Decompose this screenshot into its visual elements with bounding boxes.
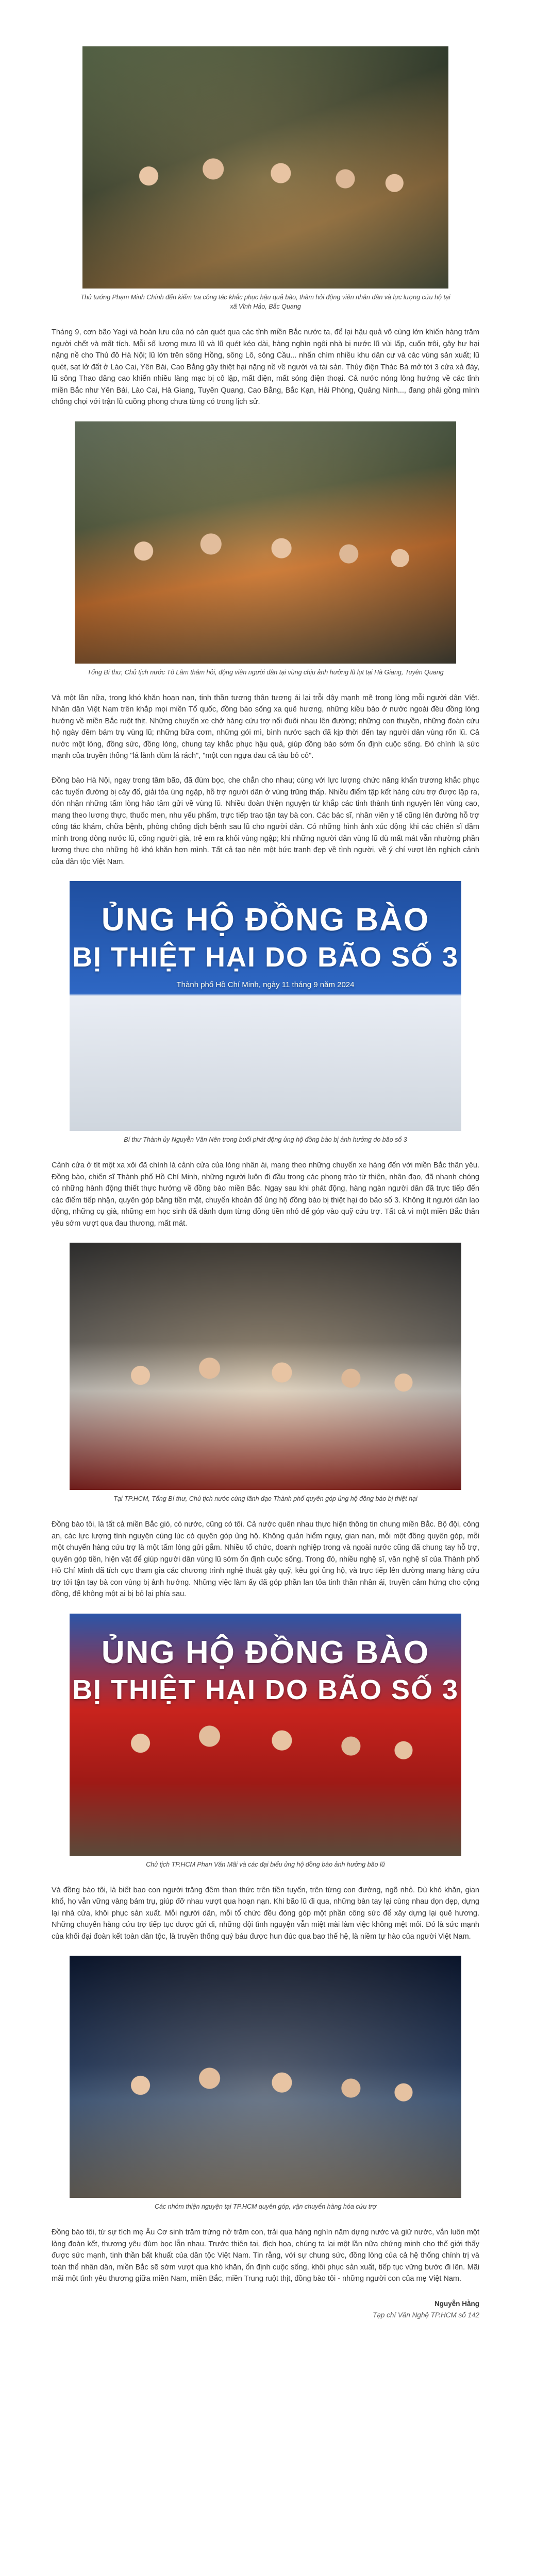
photo-people [101,2057,430,2198]
article-photo-6 [70,1956,461,2198]
article-paragraph-6: Và đồng bào tôi, là biết bao con người trăng đêm than thức trên tiền tuyến, trên từng con đường, ngõ nhỏ. Dù khó khăn, gian khổ, họ vẫn vững vàng bám trụ, giúp đỡ nhau vượt qua hoạn nạn. Khi bão lũ đi qua, những bàn tay lại cùng nhau dọn dẹp, dựng lại nhà cửa, khôi phục sản xuất. Mỗi người dân, mỗi tổ chức đều đóng góp một phần công sức để xây dựng lại quê hương. Những chuyến hàng cứu trợ tiếp tục được gửi đi, những đội tình nguyện vẫn miệt mài làm việc không mệt mỏi. Đó là sức mạnh của khối đại đoàn kết toàn dân tộc, là truyền thống quý báu được hun đúc qua bao thế hệ, là niềm tự hào của người Việt Nam. [52,1886,479,1941]
photo-caption-6: Các nhóm thiện nguyện tại TP.HCM quyên góp, vận chuyển hàng hóa cứu trợ [154,2203,377,2211]
banner-line-2: BỊ THIỆT HẠI DO BÃO SỐ 3 [72,1674,459,1705]
photo-caption-4: Tại TP.HCM, Tổng Bí thư, Chủ tịch nước cùng lãnh đạo Thành phố quyên góp ủng hộ đồng bào bị thiệt hại [113,1495,417,1503]
article [52,46,479,2321]
article-paragraph-4: Cảnh cửa ở tít một xa xôi đã chính là cảnh cửa của lòng nhân ái, mang theo những chuyến xe hàng đến với miền Bắc thân yêu. Đồng bào, chiến sĩ Thành phố Hồ Chí Minh, những người luôn đi đầu trong các phong trào từ thiện, nhân đạo, đã nhanh chóng có những hành động thiết thực hướng về đồng bào miền Bắc. Ngay sau khi phát động, hàng ngàn người dân đã trực tiếp đến các điểm tiếp nhận, quyên góp bằng tiền mặt, chuyển khoản để ủng hộ đồng bào bị thiệt hại do bão số 3. Không ít người dân lao động, những cụ già, những em học sinh đã dành dụm từng đồng tiền nhỏ để góp vào quỹ cứu trợ. Tất cả vì một miền Bắc thân yêu sớm vượt qua đau thương, mất mát. [52,1161,479,1228]
photo-caption-1: Thủ tướng Phạm Minh Chính đến kiểm tra công tác khắc phục hậu quả bão, thăm hỏi động viên nhân dân và lực lượng cứu hộ tại xã Vĩnh Hảo, Bắc Quang [80,294,450,311]
byline [52,2298,479,2322]
article-photo-2 [75,421,456,664]
photo-banner-text [70,902,461,989]
article-photo-4 [70,1243,461,1490]
photo-people [112,148,419,289]
banner-line-1: ỦNG HỘ ĐỒNG BÀO [101,1634,430,1670]
article-paragraph-5: Đồng bào tôi, là tất cả miền Bắc gió, có nước, cũng có tôi. Cả nước quên nhau thực hiện thông tin chung miền Bắc. Bộ đội, công an, các lực lượng tình nguyện cùng lúc có quyên góp ủng hộ. Không quản hiểm nguy, gian nan, mỗi một đồng quyên góp, mỗi một chuyến hàng cứu trợ là một tấm lòng gửi gắm. Nhiều tổ chức, doanh nghiệp trong và ngoài nước cũng đã chung tay hỗ trợ, quyên góp tiền, hiện vật để giúp người dân vùng lũ sớm ổn định cuộc sống. Trong đó, nhiều nghệ sĩ, văn nghệ sĩ của Thành phố Hồ Chí Minh đã tích cực tham gia các chương trình nghệ thuật gây quỹ, kêu gọi ủng hộ, và trực tiếp lên đường mang hàng cứu trợ tới tận tay bà con vùng bị ảnh hưởng. Những việc làm ấy đã góp phần lan tỏa tinh thần nhân ái, truyền cảm hứng cho cộng đồng, để không một ai bị bỏ lại phía sau. [52,1520,479,1599]
photo-people [101,1715,430,1856]
article-paragraph-3: Đồng bào Hà Nội, ngay trong tâm bão, đã đùm bọc, che chắn cho nhau; cùng với lực lượng chức năng khẩn trương khắc phục các tuyến đường bị cây đổ, giải tỏa úng ngập, hỗ trợ người dân ở vùng trũng thấp. Nhiều điểm tập kết hàng cứu trợ được lập ra, đón nhận những tấm lòng hảo tâm gửi về vùng lũ. Nhiều đoàn thiện nguyện từ khắp các tỉnh thành tình nguyện lên vùng cao, mang theo lương thực, thuốc men, nhu yếu phẩm, trực tiếp trao tận tay bà con. Các bác sĩ, nhân viên y tế cũng lên đường hỗ trợ công tác khám, chữa bệnh, phòng chống dịch bệnh sau lũ cho người dân. Có những hình ảnh xúc động khi các chiến sĩ dầm mình trong dòng nước lũ, cõng người già, trẻ em ra khỏi vùng ngập; khi những người dân vùng lũ dù mất mát vẫn nhường phần lương thực cho những hộ khó khăn hơn mình. Tất cả tạo nên một bức tranh đẹp về tình người, về ý chí vượt lên nghịch cảnh của dân tộc Việt Nam. [52,776,479,866]
photo-caption-5: Chủ tịch TP.HCM Phan Văn Mãi và các đại biểu ủng hộ đồng bào ảnh hưởng bão lũ [146,1860,385,1868]
banner-subline: Thành phố Hồ Chí Minh, ngày 11 tháng 9 năm 2024 [176,980,355,990]
byline-role: Tạp chí Văn Nghệ TP.HCM số 142 [373,2311,479,2319]
byline-author: Nguyễn Hằng [434,2299,479,2308]
banner-line-2: BỊ THIỆT HẠI DO BÃO SỐ 3 [72,942,459,973]
photo-banner-text [70,1634,461,1706]
article-photo-3 [70,881,461,1131]
article-paragraph-7: Đồng bào tôi, từ sự tích mẹ Âu Cơ sinh trăm trứng nở trăm con, trải qua hàng nghìn năm dựng nước và giữ nước, vẫn luôn một lòng đoàn kết, thương yêu đùm bọc lẫn nhau. Trước thiên tai, địch họa, chúng ta lại một lần nữa chứng minh cho thế giới thấy được sức mạnh, tinh thần bất khuất của dân tộc Việt Nam. Tin rằng, với sự chung sức, đồng lòng của cả hệ thống chính trị và toàn thể nhân dân, miền Bắc sẽ sớm vượt qua khó khăn, ổn định cuộc sống, khôi phục sản xuất, tiếp tục vững bước đi lên. Mãi mãi một tình yêu thương giữa miền Nam, miền Bắc, miền Trung ruột thịt, đồng bào tôi - những người con của mẹ Việt Nam. [52,2228,479,2283]
article-photo-5 [70,1614,461,1856]
article-photo-1 [82,46,448,289]
photo-caption-3: Bí thư Thành ủy Nguyễn Văn Nên trong buổi phát động ủng hộ đồng bào bị ảnh hưởng do bão số 3 [124,1136,407,1144]
article-paragraph-1: Tháng 9, cơn bão Yagi và hoàn lưu của nó càn quét qua các tỉnh miền Bắc nước ta, để lại hậu quả vô cùng lớn khiến hàng trăm người chết và mất tích. Mỗi số lượng mưa lũ và lũ quét kéo dài, hàng nghìn ngôi nhà bị nước lũ vùi lấp, cuốn trôi, gây hư hại nặng nề cho Thủ đô Hà Nội; lũ lớn trên sông Hồng, sông Lô, sông Cầu... nhấn chìm nhiều khu dân cư và các vùng sản xuất; lũ quét, sạt lở đất ở Lào Cai, Yên Bái, Cao Bằng gây thiệt hại nặng nề về người và tài sản. Thủy điện Thác Bà mở tới 3 cửa xả đáy, lũ sông Thao dâng cao khiến nhiều làng mạc bị cô lập, mất điện, mất sóng điện thoại. Cả nước nóng lòng hướng về các tỉnh miền Bắc như Yên Bái, Lào Cai, Hà Giang, Tuyên Quang, Cao Bằng, Bắc Kạn, Hải Phòng, Quảng Ninh..., đang phải gồng mình chống chọi với trận lũ cuồng phong chưa từng có trong lịch sử. [52,328,479,406]
banner-line-1: ỦNG HỘ ĐỒNG BÀO [101,902,430,938]
article-paragraph-2: Và một lần nữa, trong khó khăn hoạn nạn, tinh thần tương thân tương ái lại trỗi dậy mạnh mẽ trong lòng mỗi người dân Việt. Nhân dân Việt Nam trên khắp mọi miền Tổ quốc, đồng bào sống xa quê hương, những kiều bào ở nước ngoài đều đồng lòng hướng về miền Bắc ruột thịt. Những chuyến xe chở hàng cứu trợ nối đuôi nhau lên đường; những con thuyền, những đoàn cứu hộ ngày đêm bám trụ vùng lũ; những bữa cơm, những gói mì, bình nước sạch đã kịp thời đến tay người dân vùng rốn lũ. Cả nước một lòng, đồng sức, đồng lòng, chung tay khắc phục hậu quả, giúp đồng bào sớm ổn định cuộc sống. Đó chính là sức mạnh của truyền thống "lá lành đùm lá rách", "một con ngựa đau cả tàu bỏ cỏ". [52,693,479,760]
photo-people [101,1347,430,1490]
photo-caption-2: Tổng Bí thư, Chủ tịch nước Tô Lâm thăm hỏi, động viên người dân tại vùng chịu ảnh hưởng lũ lụt tại Hà Giang, Tuyên Quang [87,668,444,676]
photo-people [105,523,426,664]
